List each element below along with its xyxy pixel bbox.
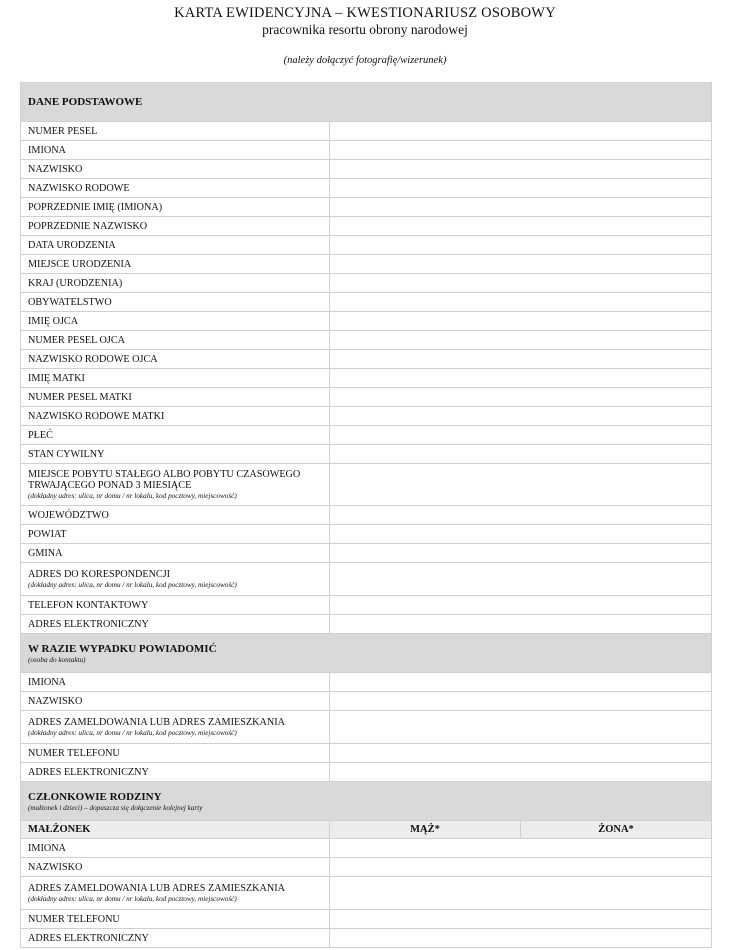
form-row — [21, 160, 712, 179]
field-label: NUMER TELEFONU — [21, 744, 330, 763]
field-value[interactable] — [330, 596, 712, 615]
form-row — [21, 350, 712, 369]
spouse-header-row — [21, 821, 712, 839]
field-label: IMIĘ OJCA — [21, 312, 330, 331]
field-label-line: ADRES ZAMELDOWANIA LUB ADRES ZAMIESZKANIA — [28, 883, 285, 894]
field-value[interactable] — [330, 563, 712, 596]
field-label: IMIONA — [21, 673, 330, 692]
form-row — [21, 122, 712, 141]
field-label — [21, 464, 330, 506]
field-value[interactable] — [330, 929, 712, 948]
field-label: POPRZEDNIE IMIĘ (IMIONA) — [21, 198, 330, 217]
field-label: NUMER PESEL — [21, 122, 330, 141]
form-row — [21, 910, 712, 929]
field-note: (dokładny adres: ulica, nr domu / nr lokalu, kod pocztowy, miejscowość) — [28, 729, 237, 737]
field-label: MIEJSCE URODZENIA — [21, 255, 330, 274]
form-title: KARTA EWIDENCYJNA – KWESTIONARIUSZ OSOBOWY — [174, 5, 556, 21]
field-note: (dokładny adres: ulica, nr domu / nr lokalu, kod pocztowy, miejscowość) — [28, 895, 237, 903]
field-label: GMINA — [21, 544, 330, 563]
field-label: PŁEĆ — [21, 426, 330, 445]
form-row — [21, 563, 712, 596]
field-label: WOJEWÓDZTWO — [21, 506, 330, 525]
field-label: NUMER TELEFONU — [21, 910, 330, 929]
field-label: ADRES ELEKTRONICZNY — [21, 615, 330, 634]
form-row — [21, 929, 712, 948]
field-value[interactable] — [330, 407, 712, 426]
form-row — [21, 615, 712, 634]
field-label-line: ADRES ZAMELDOWANIA LUB ADRES ZAMIESZKANIA — [28, 717, 285, 728]
husband-column-header: MĄŻ* — [330, 821, 521, 839]
field-value[interactable] — [330, 711, 712, 744]
field-value[interactable] — [330, 388, 712, 407]
field-value[interactable] — [330, 544, 712, 563]
field-value[interactable] — [330, 525, 712, 544]
field-value[interactable] — [330, 160, 712, 179]
field-value[interactable] — [330, 179, 712, 198]
field-value[interactable] — [330, 331, 712, 350]
field-value[interactable] — [330, 350, 712, 369]
form-row — [21, 673, 712, 692]
field-value[interactable] — [330, 744, 712, 763]
field-label: KRAJ (URODZENIA) — [21, 274, 330, 293]
field-label: POPRZEDNIE NAZWISKO — [21, 217, 330, 236]
form-row — [21, 255, 712, 274]
field-value[interactable] — [330, 122, 712, 141]
field-value[interactable] — [330, 858, 712, 877]
section-title — [21, 634, 712, 673]
field-value[interactable] — [330, 236, 712, 255]
form-row — [21, 445, 712, 464]
field-value[interactable] — [330, 426, 712, 445]
form-row — [21, 198, 712, 217]
field-label: POWIAT — [21, 525, 330, 544]
field-value[interactable] — [330, 293, 712, 312]
form-row — [21, 217, 712, 236]
field-value[interactable] — [330, 274, 712, 293]
field-label: NUMER PESEL OJCA — [21, 331, 330, 350]
field-value[interactable] — [330, 673, 712, 692]
field-label: DATA URODZENIA — [21, 236, 330, 255]
form-row — [21, 763, 712, 782]
form-row — [21, 312, 712, 331]
form-row — [21, 369, 712, 388]
form-row — [21, 274, 712, 293]
field-value[interactable] — [330, 445, 712, 464]
form-row — [21, 506, 712, 525]
photo-note: (należy dołączyć fotografię/wizerunek) — [283, 55, 447, 66]
form-row — [21, 839, 712, 858]
field-value[interactable] — [330, 464, 712, 506]
form-row — [21, 236, 712, 255]
section-title: DANE PODSTAWOWE — [21, 83, 712, 122]
form-row — [21, 544, 712, 563]
field-value[interactable] — [330, 877, 712, 910]
field-label: NAZWISKO — [21, 160, 330, 179]
field-value[interactable] — [330, 506, 712, 525]
section-heading: CZŁONKOWIE RODZINY — [28, 790, 162, 803]
section-basic-header — [21, 83, 712, 122]
field-label: STAN CYWILNY — [21, 445, 330, 464]
field-label: IMIONA — [21, 141, 330, 160]
field-label: NAZWISKO — [21, 858, 330, 877]
field-note: (dokładny adres: ulica, nr domu / nr lokalu, kod pocztowy, miejscowość) — [28, 492, 237, 500]
field-label: NAZWISKO RODOWE OJCA — [21, 350, 330, 369]
section-subheading: (osoba do kontaktu) — [28, 655, 86, 664]
form-row — [21, 711, 712, 744]
spouse-label: MAŁŻONEK — [21, 821, 330, 839]
field-label: NAZWISKO — [21, 692, 330, 711]
field-label-line: MIEJSCE POBYTU STAŁEGO ALBO POBYTU CZASOWEGO — [28, 469, 301, 480]
field-label — [21, 877, 330, 910]
form-subtitle: pracownika resortu obrony narodowej — [262, 22, 468, 37]
form-row — [21, 596, 712, 615]
field-value[interactable] — [330, 763, 712, 782]
field-label: OBYWATELSTWO — [21, 293, 330, 312]
field-value[interactable] — [330, 198, 712, 217]
field-label: IMIONA — [21, 839, 330, 858]
form-row — [21, 293, 712, 312]
section-emergency-header — [21, 634, 712, 673]
form-row — [21, 464, 712, 506]
field-label: ADRES ELEKTRONICZNY — [21, 929, 330, 948]
field-value[interactable] — [330, 141, 712, 160]
field-label: NAZWISKO RODOWE MATKI — [21, 407, 330, 426]
form-row — [21, 744, 712, 763]
field-label: TELEFON KONTAKTOWY — [21, 596, 330, 615]
section-subheading: (małżonek i dzieci) – dopuszcza się dołączenie kolejnej karty — [28, 803, 203, 812]
section-family-header — [21, 782, 712, 821]
field-value[interactable] — [330, 839, 712, 858]
form-row — [21, 331, 712, 350]
field-label — [21, 563, 330, 596]
field-value[interactable] — [330, 692, 712, 711]
field-label: IMIĘ MATKI — [21, 369, 330, 388]
field-label — [21, 711, 330, 744]
section-heading: W RAZIE WYPADKU POWIADOMIĆ — [28, 642, 217, 655]
wife-column-header: ŻONA* — [521, 821, 712, 839]
field-value[interactable] — [330, 217, 712, 236]
form-row — [21, 388, 712, 407]
field-value[interactable] — [330, 615, 712, 634]
field-value[interactable] — [330, 369, 712, 388]
form-row — [21, 877, 712, 910]
field-label: ADRES ELEKTRONICZNY — [21, 763, 330, 782]
form-row — [21, 179, 712, 198]
field-label-line: ADRES DO KORESPONDENCJI — [28, 569, 171, 580]
field-value[interactable] — [330, 255, 712, 274]
field-label-line: TRWAJĄCEGO PONAD 3 MIESIĄCE — [28, 480, 192, 491]
form-row — [21, 858, 712, 877]
section-title — [21, 782, 712, 821]
field-note: (dokładny adres: ulica, nr domu / nr lokalu, kod pocztowy, miejscowość) — [28, 581, 237, 589]
form-row — [21, 692, 712, 711]
form-row — [21, 525, 712, 544]
form-row — [21, 141, 712, 160]
form-row — [21, 426, 712, 445]
field-label: NAZWISKO RODOWE — [21, 179, 330, 198]
personal-record-form — [20, 82, 712, 948]
field-value[interactable] — [330, 312, 712, 331]
field-value[interactable] — [330, 910, 712, 929]
form-row — [21, 407, 712, 426]
field-label: NUMER PESEL MATKI — [21, 388, 330, 407]
